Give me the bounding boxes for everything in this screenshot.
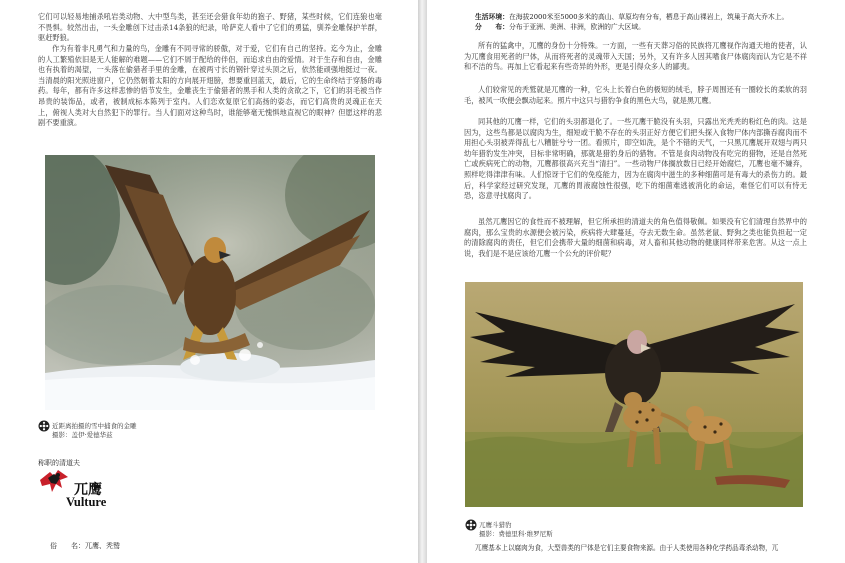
book-gutter bbox=[418, 0, 427, 563]
distribution-row bbox=[475, 21, 645, 31]
left-paragraph-2: 作为有着非凡勇气和力量的鸟，金雕有不同寻常的骄傲，对于爱，它们有自己的坚持。迄今为止，金雕的人工繁殖依旧是无人能解的难题——它们不屑于配给的伴侣，而追求自由的爱情。对于生存和自由，金雕也有执着的渴望，一头落在偷猎者手里的金雕，在被两寸长的钢针穿过头顶之后，依然能顽强地挺过一夜。当清晨的阳光照进窗户，它仍然朝着太阳的方向展开翅膀，想要重回蓝天，最后，它的生命终结于穿肠的毒药。每年，都有许多这样悲惨的悟节发生，金雕丧生于偷猎者的黑手和人类的贪欲之下，它们的羽毛被当作昂贵的装饰品，或者，被制成标本陈列于室内。人们恋欢复原它们高扬的姿态，而它们高贵的灵魂正在天上，俯视人类对大自然犯下的罪行。当人们面对这种鸟时，谁能够毫无愧惧地直视它的眼神？但愿这样的悲剧不要重演。 bbox=[38, 44, 382, 128]
vulture-caption-title: 兀鹰斗猎豹 bbox=[479, 521, 512, 529]
section-tag: 称职的清道夫 bbox=[38, 459, 80, 467]
film-reel-icon bbox=[38, 420, 50, 432]
habitat-value: 在海拔2000米至5000多米的高山、草原均有分布，栖息于高山裸岩上，筑巢于高大乔木上。 bbox=[508, 13, 789, 21]
habitat-label: 生活环境： bbox=[475, 13, 509, 21]
habitat-row bbox=[475, 11, 788, 21]
eagle-caption-credit: 摄影：盖伊·爱德华兹 bbox=[52, 431, 113, 439]
eagle-photo-caption bbox=[38, 420, 238, 442]
film-reel-icon bbox=[465, 519, 477, 531]
vulture-cheetah-photo bbox=[465, 282, 803, 507]
right-paragraph-3: 同其他的兀鹰一样，它们的头羽都退化了。一些兀鹰干脆没有头羽，只露出光秃秃的粉红色的肉。这是因为，这些鸟都是以腐肉为生，细短或干脆不存在的头羽正好方便它们把头探入食物尸体内部撕吞腐肉而不用担心头羽被弄得乱七八糟脏兮兮一团。看照片，即空如洗，是个不错的天气，一只黑兀鹰展开双翅与两只幼年猎豹发生冲突，目标非常明确，那就是猎豹身后的猎物。不管是食肉动物没有吃完的猎物，还是自然死亡或疾病死亡的动物，兀鹰都很高兴充当“清扫”。一些动物尸体搁放数日已经开始腐烂，兀鹰也毫不嫌弃，照样吃得津津有味。人们惊讶于它们的免疫能力，因为在腐肉中滋生的多种细菌可是有毒大的杀伤力的。最后，科学家经过研究发现，兀鹰的胃液腐蚀性很强，吃下的细菌难逃被消化的命运，难怪它们可以有恃无恐，恣意寻找腐肉了。 bbox=[464, 117, 807, 201]
left-paragraph-1: 它们可以轻易地捕杀吼岩类动物、大中型鸟类，甚至还会猎食年幼的狍子、野猪，某些时候，它们连狼也毫不畏惧。较然出击，一头金雕创下过击杀14条狼的纪录，哈萨克人看中了它们的勇猛，驯养金雕保护羊群，驱赶野狼。 bbox=[38, 12, 382, 43]
left-footer-common-name: 俗 名：兀鹰、秃鹫 bbox=[50, 542, 120, 550]
title-chinese: 兀鹰 bbox=[74, 482, 102, 498]
vulture-photo-caption bbox=[465, 519, 665, 541]
right-paragraph-1: 所有的猛禽中，兀鹰的身份十分特殊。一方面，一些有天葬习俗的民族将兀鹰视作沟通天地的使者，认为兀鹰食用死者的尸体，从而将死者的灵魂带入天国；另外，又有许多人因其嗜食尸体腐肉而认为它是不祥和不洁的鸟。再加上它看起来有些奇异的外形，更是引得众多人的鄙夷。 bbox=[464, 41, 807, 72]
distribution-label: 分 布： bbox=[475, 23, 509, 31]
left-page bbox=[0, 0, 418, 563]
right-paragraph-4: 虽然兀鹰因它的食性而不被理解，但它所承担的清道夫的角色值得敬佩。如果没有它们清理自然界中的腐肉，那么宝贵的水源便会被污染，疾病将大肆蔓延，夺去无数生命。虽然老鼠、野狗之类也能负担起一定的清除腐肉的责任，但它们会携带大量的细菌和病毒，对人畜和其他动物的健康同样带来危害。从这一点上说，我们是不是应该给兀鹰一个公允的评价呢？ bbox=[464, 217, 807, 258]
eagle-caption-title: 近距离拍摄的雪中捕食的金雕 bbox=[52, 422, 137, 430]
golden-eagle-photo bbox=[45, 155, 375, 410]
right-page bbox=[427, 0, 845, 563]
right-footer-note: 兀鹰基本上以腐肉为食，大型兽类的尸体是它们主要食物来源。由于人类使用各种化学药品毒杀动物，兀 bbox=[475, 544, 779, 552]
vulture-caption-credit: 摄影：费德里科·维罗尼斯 bbox=[479, 530, 553, 538]
vulture-silhouette-icon bbox=[38, 468, 70, 494]
right-paragraph-2: 人们较常见的秃鹫就是兀鹰的一种，它头上长着白色的极短的绒毛，脖子周围还有一圈较长的柔软的羽毛，被风一吹便会飘动起来。照片中这只与猎豹争食的黑色大鸟，就是黑兀鹰。 bbox=[464, 85, 807, 105]
distribution-value: 分布于亚洲、美洲、非洲，欧洲的广大区域。 bbox=[508, 23, 645, 31]
title-english: Vulture bbox=[66, 495, 107, 509]
